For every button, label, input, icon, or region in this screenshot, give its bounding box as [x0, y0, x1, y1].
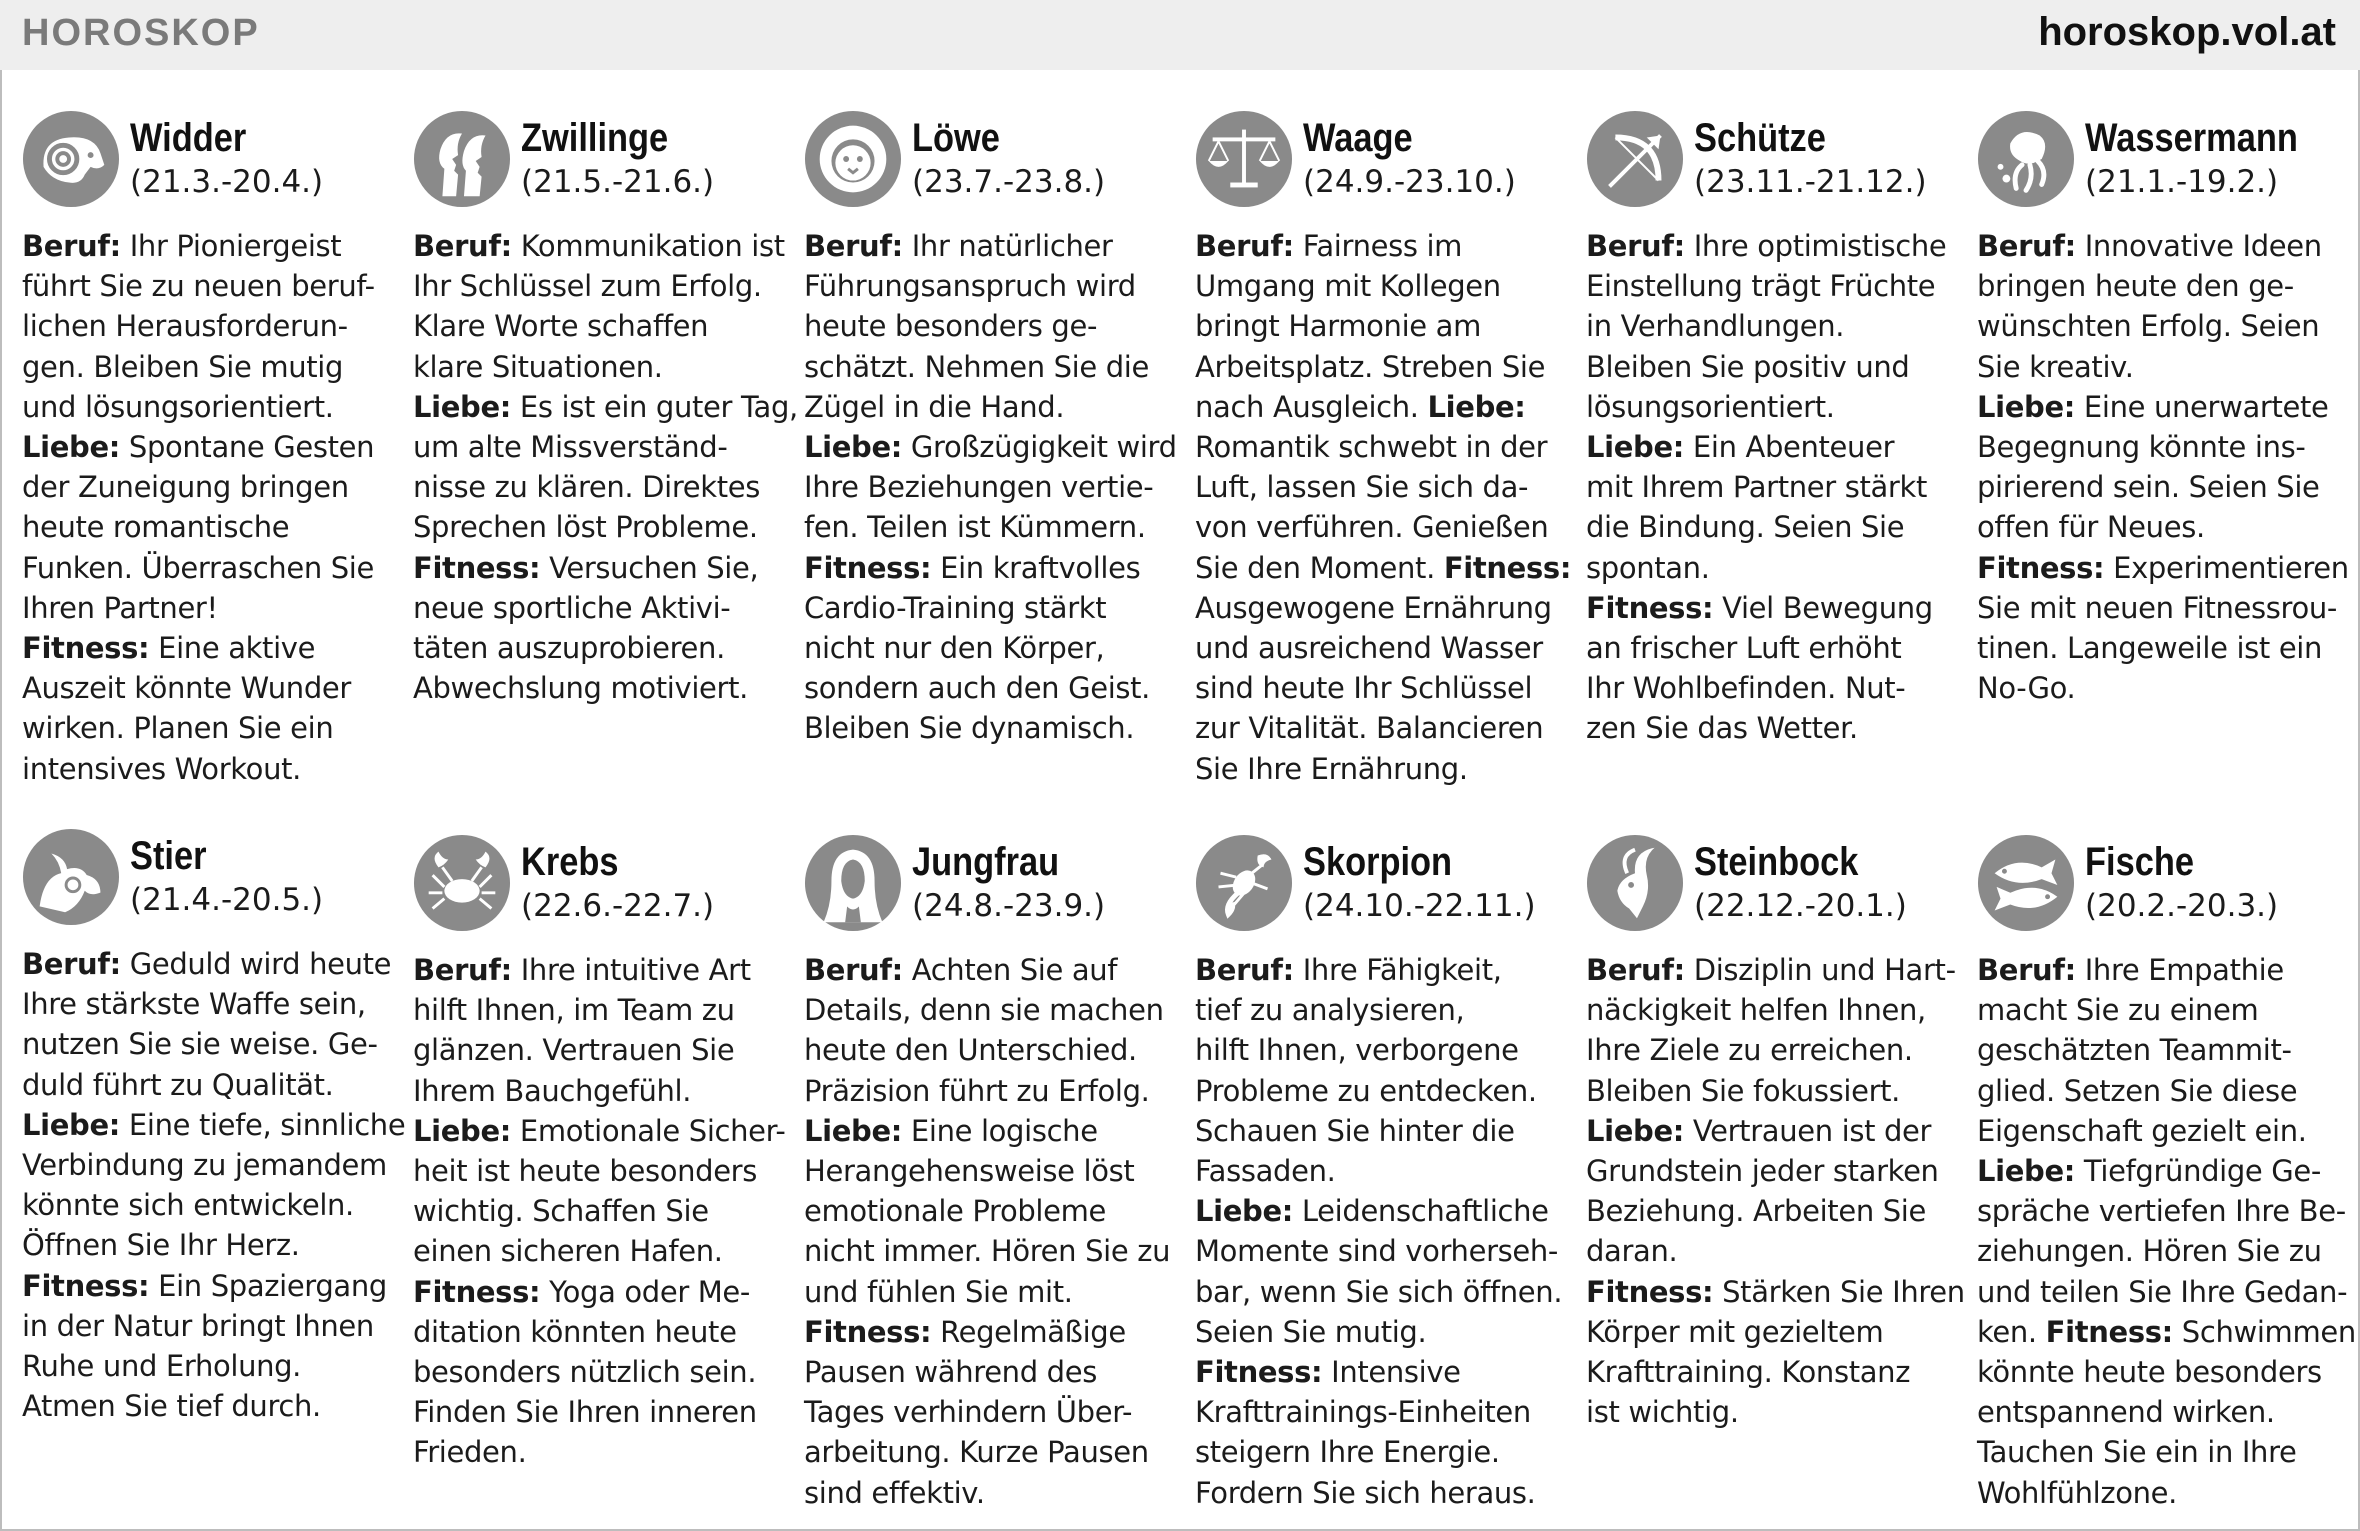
text-line: Liebe: Eine logische — [804, 1113, 1098, 1148]
text-line: wirken. Planen Sie ein — [22, 711, 334, 746]
water-bearer-icon — [1977, 110, 2075, 208]
text-line: Liebe: Ein Abenteuer — [1586, 430, 1895, 465]
text-line: bringt Harmonie am — [1195, 309, 1481, 344]
text-line: Auszeit könnte Wunder — [22, 671, 351, 706]
text-line: Fitness: Ein Spaziergang — [22, 1268, 387, 1303]
scales-icon — [1195, 110, 1293, 208]
text-line: heute besonders ge- — [804, 309, 1098, 344]
text-line: Wohlfühlzone. — [1977, 1475, 2178, 1510]
ram-icon — [22, 110, 120, 208]
sign-dates: (23.7.-23.8.) — [912, 164, 1106, 200]
text-line: fen. Teilen ist Kümmern. — [804, 510, 1146, 545]
text-line: Beruf: Kommunikation ist — [413, 229, 785, 263]
text-line: Ihre Beziehungen vertie- — [804, 470, 1154, 505]
text-line: Fitness: Viel Bewegung — [1586, 590, 1933, 625]
text-line: Cardio-Training stärkt — [804, 590, 1107, 625]
text-line: Seien Sie mutig. — [1195, 1314, 1427, 1349]
frame-border-left — [0, 70, 2, 1531]
text-line: Ihr Wohlbefinden. Nut- — [1586, 671, 1906, 706]
text-line: Zügel in die Hand. — [804, 389, 1065, 424]
text-line: nicht nur den Körper, — [804, 631, 1105, 666]
sign-name: Waage — [1303, 116, 1413, 160]
text-line: nisse zu klären. Direktes — [413, 470, 760, 505]
text-line: nach Ausgleich. Liebe: — [1195, 389, 1526, 424]
text-line: Fitness: Yoga oder Me- — [413, 1274, 751, 1309]
text-line: Liebe: Emotionale Sicher- — [413, 1113, 786, 1148]
text-line: Beziehung. Arbeiten Sie — [1586, 1194, 1926, 1229]
text-line: in der Natur bringt Ihnen — [22, 1308, 374, 1343]
sign-name: Löwe — [912, 116, 1000, 160]
sign-name: Wassermann — [2085, 116, 2298, 160]
text-line: Einstellung trägt Früchte — [1586, 269, 1936, 304]
text-line: spontan. — [1586, 550, 1710, 585]
text-line: Krafttrainings-Einheiten — [1195, 1395, 1531, 1430]
text-line: glied. Setzen Sie diese — [1977, 1073, 2298, 1108]
sign-text — [1977, 226, 2349, 708]
sign-name: Zwillinge — [521, 116, 669, 160]
text-line: duld führt zu Qualität. — [22, 1067, 334, 1102]
text-line: arbeitung. Kurze Pausen — [804, 1435, 1149, 1470]
fish-icon — [1977, 834, 2075, 932]
text-line: heute romantische — [22, 510, 290, 545]
text-line: glänzen. Vertrauen Sie — [413, 1033, 735, 1068]
text-line: könnte heute besonders — [1977, 1355, 2322, 1390]
text-line: klare Situationen. — [413, 349, 663, 384]
text-line: in Verhandlungen. — [1586, 309, 1845, 344]
text-line: tinen. Langeweile ist ein — [1977, 631, 2323, 666]
sign-text — [413, 226, 798, 708]
text-line: intensives Workout. — [22, 751, 301, 786]
text-line: könnte sich entwickeln. — [22, 1188, 354, 1223]
text-line: Eigenschaft gezielt ein. — [1977, 1113, 2307, 1148]
text-line: zur Vitalität. Balancieren — [1195, 711, 1544, 746]
text-line: hilft Ihnen, verborgene — [1195, 1033, 1519, 1068]
text-line: Liebe: Vertrauen ist der — [1586, 1113, 1932, 1148]
text-line: Fitness: Ein kraftvolles — [804, 550, 1141, 585]
text-line: Bleiben Sie dynamisch. — [804, 711, 1135, 746]
text-line: Grundstein jeder starken — [1586, 1154, 1939, 1189]
text-line: wichtig. Schaffen Sie — [413, 1194, 709, 1229]
sign-dates: (20.2.-20.3.) — [2085, 888, 2279, 924]
text-line: Herangehensweise löst — [804, 1154, 1135, 1189]
text-line: Führungsanspruch wird — [804, 269, 1136, 304]
text-line: Verbindung zu jemandem — [22, 1148, 387, 1183]
text-line: bar, wenn Sie sich öffnen. — [1195, 1274, 1563, 1309]
text-line: Fitness: Intensive — [1195, 1355, 1461, 1390]
sign-text — [22, 226, 394, 789]
text-line: wünschten Erfolg. Seien — [1977, 309, 2320, 344]
text-line: ist wichtig. — [1586, 1395, 1739, 1430]
text-line: hilft Ihnen, im Team zu — [413, 993, 735, 1028]
text-line: Beruf: Ihr Pioniergeist — [22, 229, 342, 263]
text-line: Beruf: Ihre intuitive Art — [413, 953, 751, 987]
sign-name: Stier — [130, 834, 207, 878]
virgin-icon — [804, 834, 902, 932]
text-line: Abwechslung motiviert. — [413, 671, 748, 706]
text-line: besonders nützlich sein. — [413, 1355, 757, 1390]
text-line: Luft, lassen Sie sich da- — [1195, 470, 1529, 505]
sign-text — [1195, 950, 1567, 1513]
text-line: Liebe: Leidenschaftliche — [1195, 1194, 1549, 1229]
text-line: Fitness: Versuchen Sie, — [413, 550, 759, 585]
sign-name: Jungfrau — [912, 840, 1060, 884]
text-line: spräche vertiefen Ihre Be- — [1977, 1194, 2346, 1229]
text-line: sondern auch den Geist. — [804, 671, 1151, 706]
sign-text — [22, 944, 406, 1426]
sign-dates: (24.8.-23.9.) — [912, 888, 1106, 924]
text-line: steigern Ihre Energie. — [1195, 1435, 1500, 1470]
sign-name: Krebs — [521, 840, 619, 884]
text-line: pirierend sein. Seien Sie — [1977, 470, 2320, 505]
text-line: um alte Missverständ- — [413, 430, 728, 465]
text-line: Romantik schwebt in der — [1195, 430, 1548, 465]
text-line: ken. Fitness: Schwimmen — [1977, 1314, 2356, 1349]
text-line: Bleiben Sie positiv und — [1586, 349, 1910, 384]
header-bar — [0, 0, 2360, 70]
text-line: Ihre Ziele zu erreichen. — [1586, 1033, 1913, 1068]
text-line: Probleme zu entdecken. — [1195, 1073, 1537, 1108]
text-line: Liebe: Tiefgründige Ge- — [1977, 1154, 2322, 1189]
bull-icon — [22, 828, 120, 926]
sign-dates: (21.3.-20.4.) — [130, 164, 324, 200]
text-line: der Zuneigung bringen — [22, 470, 349, 505]
text-line: einen sicheren Hafen. — [413, 1234, 723, 1269]
text-line: zen Sie das Wetter. — [1586, 711, 1858, 746]
text-line: heit ist heute besonders — [413, 1154, 758, 1189]
text-line: macht Sie zu einem — [1977, 993, 2259, 1028]
text-line: Umgang mit Kollegen — [1195, 269, 1501, 304]
sign-dates: (21.1.-19.2.) — [2085, 164, 2279, 200]
text-line: sind effektiv. — [804, 1475, 985, 1510]
sign-text — [1586, 226, 1958, 749]
text-line: die Bindung. Seien Sie — [1586, 510, 1905, 545]
text-line: Körper mit gezieltem — [1586, 1314, 1884, 1349]
text-line: Beruf: Ihre Empathie — [1977, 953, 2284, 987]
text-line: Liebe: Großzügigkeit wird — [804, 430, 1177, 465]
page-title: HOROSKOP — [22, 12, 260, 54]
text-line: Fitness: Stärken Sie Ihren — [1586, 1274, 1965, 1309]
text-line: führt Sie zu neuen beruf- — [22, 269, 375, 304]
text-line: Beruf: Innovative Ideen — [1977, 229, 2322, 263]
text-line: gen. Bleiben Sie mutig — [22, 349, 344, 384]
sign-text — [804, 950, 1176, 1513]
text-line: Beruf: Ihre optimistische — [1586, 229, 1947, 263]
text-line: Fitness: Regelmäßige — [804, 1314, 1126, 1349]
text-line: näckigkeit helfen Ihnen, — [1586, 993, 1926, 1028]
text-line: Funken. Überraschen Sie — [22, 550, 374, 585]
text-line: Beruf: Ihre Fähigkeit, — [1195, 953, 1502, 987]
sign-dates: (24.10.-22.11.) — [1303, 888, 1536, 924]
text-line: Sprechen löst Probleme. — [413, 510, 758, 545]
sign-dates: (21.5.-21.6.) — [521, 164, 715, 200]
text-line: Beruf: Fairness im — [1195, 229, 1463, 263]
text-line: sind heute Ihr Schlüssel — [1195, 671, 1533, 706]
text-line: heute den Unterschied. — [804, 1033, 1137, 1068]
text-line: Ruhe und Erholung. — [22, 1349, 302, 1384]
text-line: Beruf: Ihr natürlicher — [804, 229, 1113, 263]
sign-dates: (22.12.-20.1.) — [1694, 888, 1907, 924]
text-line: Liebe: Eine unerwartete — [1977, 389, 2329, 424]
text-line: Tages verhindern Über- — [804, 1395, 1133, 1430]
text-line: entspannend wirken. — [1977, 1395, 2275, 1430]
text-line: Öffnen Sie Ihr Herz. — [22, 1228, 300, 1263]
text-line: Ihren Partner! — [22, 590, 218, 625]
text-line: tief zu analysieren, — [1195, 993, 1465, 1028]
text-line: und lösungsorientiert. — [22, 389, 334, 424]
text-line: Sie kreativ. — [1977, 349, 2134, 384]
text-line: Finden Sie Ihren inneren — [413, 1395, 757, 1430]
text-line: Klare Worte schaffen — [413, 309, 709, 344]
sign-text — [1977, 950, 2356, 1513]
text-line: Sie Ihre Ernährung. — [1195, 751, 1468, 786]
capricorn-icon — [1586, 834, 1684, 932]
text-line: Bleiben Sie fokussiert. — [1586, 1073, 1901, 1108]
sign-dates: (23.11.-21.12.) — [1694, 164, 1927, 200]
sign-dates: (24.9.-23.10.) — [1303, 164, 1516, 200]
sign-dates: (21.4.-20.5.) — [130, 882, 324, 918]
text-line: und ausreichend Wasser — [1195, 631, 1543, 666]
text-line: nicht immer. Hören Sie zu — [804, 1234, 1171, 1269]
sign-text — [1195, 226, 1572, 789]
sign-text — [1586, 950, 1965, 1432]
text-line: No-Go. — [1977, 671, 2076, 706]
text-line: Begegnung könnte ins- — [1977, 430, 2306, 465]
sign-dates: (22.6.-22.7.) — [521, 888, 715, 924]
sign-name: Fische — [2085, 840, 2194, 884]
text-line: und fühlen Sie mit. — [804, 1274, 1073, 1309]
text-line: Fitness: Eine aktive — [22, 631, 316, 666]
text-line: Fitness: Experimentieren — [1977, 550, 2349, 585]
text-line: und teilen Sie Ihre Gedan- — [1977, 1274, 2348, 1309]
sign-name: Widder — [130, 116, 247, 160]
text-line: daran. — [1586, 1234, 1678, 1269]
text-line: Liebe: Es ist ein guter Tag, — [413, 389, 798, 424]
text-line: Krafttraining. Konstanz — [1586, 1355, 1911, 1390]
text-line: Ausgewogene Ernährung — [1195, 590, 1552, 625]
crab-icon — [413, 834, 511, 932]
text-line: emotionale Probleme — [804, 1194, 1107, 1229]
text-line: Ihr Schlüssel zum Erfolg. — [413, 269, 762, 304]
text-line: an frischer Luft erhöht — [1586, 631, 1902, 666]
sign-name: Steinbock — [1694, 840, 1859, 884]
text-line: lichen Herausforderun- — [22, 309, 348, 344]
text-line: Schauen Sie hinter die — [1195, 1113, 1515, 1148]
text-line: ziehungen. Hören Sie zu — [1977, 1234, 2322, 1269]
text-line: von verführen. Genießen — [1195, 510, 1549, 545]
sign-text — [413, 950, 785, 1473]
text-line: Arbeitsplatz. Streben Sie — [1195, 349, 1546, 384]
text-line: Momente sind vorherseh- — [1195, 1234, 1559, 1269]
text-line: Ihrem Bauchgefühl. — [413, 1073, 692, 1108]
twins-icon — [413, 110, 511, 208]
text-line: Präzision führt zu Erfolg. — [804, 1073, 1150, 1108]
text-line: Tauchen Sie ein in Ihre — [1977, 1435, 2297, 1470]
text-line: Beruf: Geduld wird heute — [22, 947, 392, 981]
archer-icon — [1586, 110, 1684, 208]
text-line: ditation könnten heute — [413, 1314, 737, 1349]
text-line: Liebe: Spontane Gesten — [22, 430, 375, 465]
text-line: nutzen Sie sie weise. Ge- — [22, 1027, 378, 1062]
sign-text — [804, 226, 1176, 749]
text-line: Beruf: Disziplin und Hart- — [1586, 953, 1956, 987]
text-line: Liebe: Eine tiefe, sinnliche — [22, 1107, 406, 1142]
scorpion-icon — [1195, 834, 1293, 932]
text-line: täten auszuprobieren. — [413, 631, 725, 666]
text-line: Fassaden. — [1195, 1154, 1336, 1189]
text-line: offen für Neues. — [1977, 510, 2205, 545]
text-line: neue sportliche Aktivi- — [413, 590, 731, 625]
text-line: Sie mit neuen Fitnessrou- — [1977, 590, 2338, 625]
sign-name: Skorpion — [1303, 840, 1453, 884]
text-line: Sie den Moment. Fitness: — [1195, 550, 1572, 585]
lion-icon — [804, 110, 902, 208]
text-line: Pausen während des — [804, 1355, 1097, 1390]
site-link[interactable]: horoskop.vol.at — [2038, 10, 2336, 54]
text-line: Frieden. — [413, 1435, 527, 1470]
text-line: Ihre stärkste Waffe sein, — [22, 987, 366, 1022]
text-line: schätzt. Nehmen Sie die — [804, 349, 1149, 384]
text-line: lösungsorientiert. — [1586, 389, 1835, 424]
text-line: Beruf: Achten Sie auf — [804, 953, 1118, 987]
text-line: Details, denn sie machen — [804, 993, 1164, 1028]
text-line: mit Ihrem Partner stärkt — [1586, 470, 1927, 505]
text-line: bringen heute den ge- — [1977, 269, 2294, 304]
text-line: Fordern Sie sich heraus. — [1195, 1475, 1536, 1510]
text-line: Atmen Sie tief durch. — [22, 1389, 321, 1424]
sign-name: Schütze — [1694, 116, 1826, 160]
text-line: geschätzten Teammit- — [1977, 1033, 2292, 1068]
